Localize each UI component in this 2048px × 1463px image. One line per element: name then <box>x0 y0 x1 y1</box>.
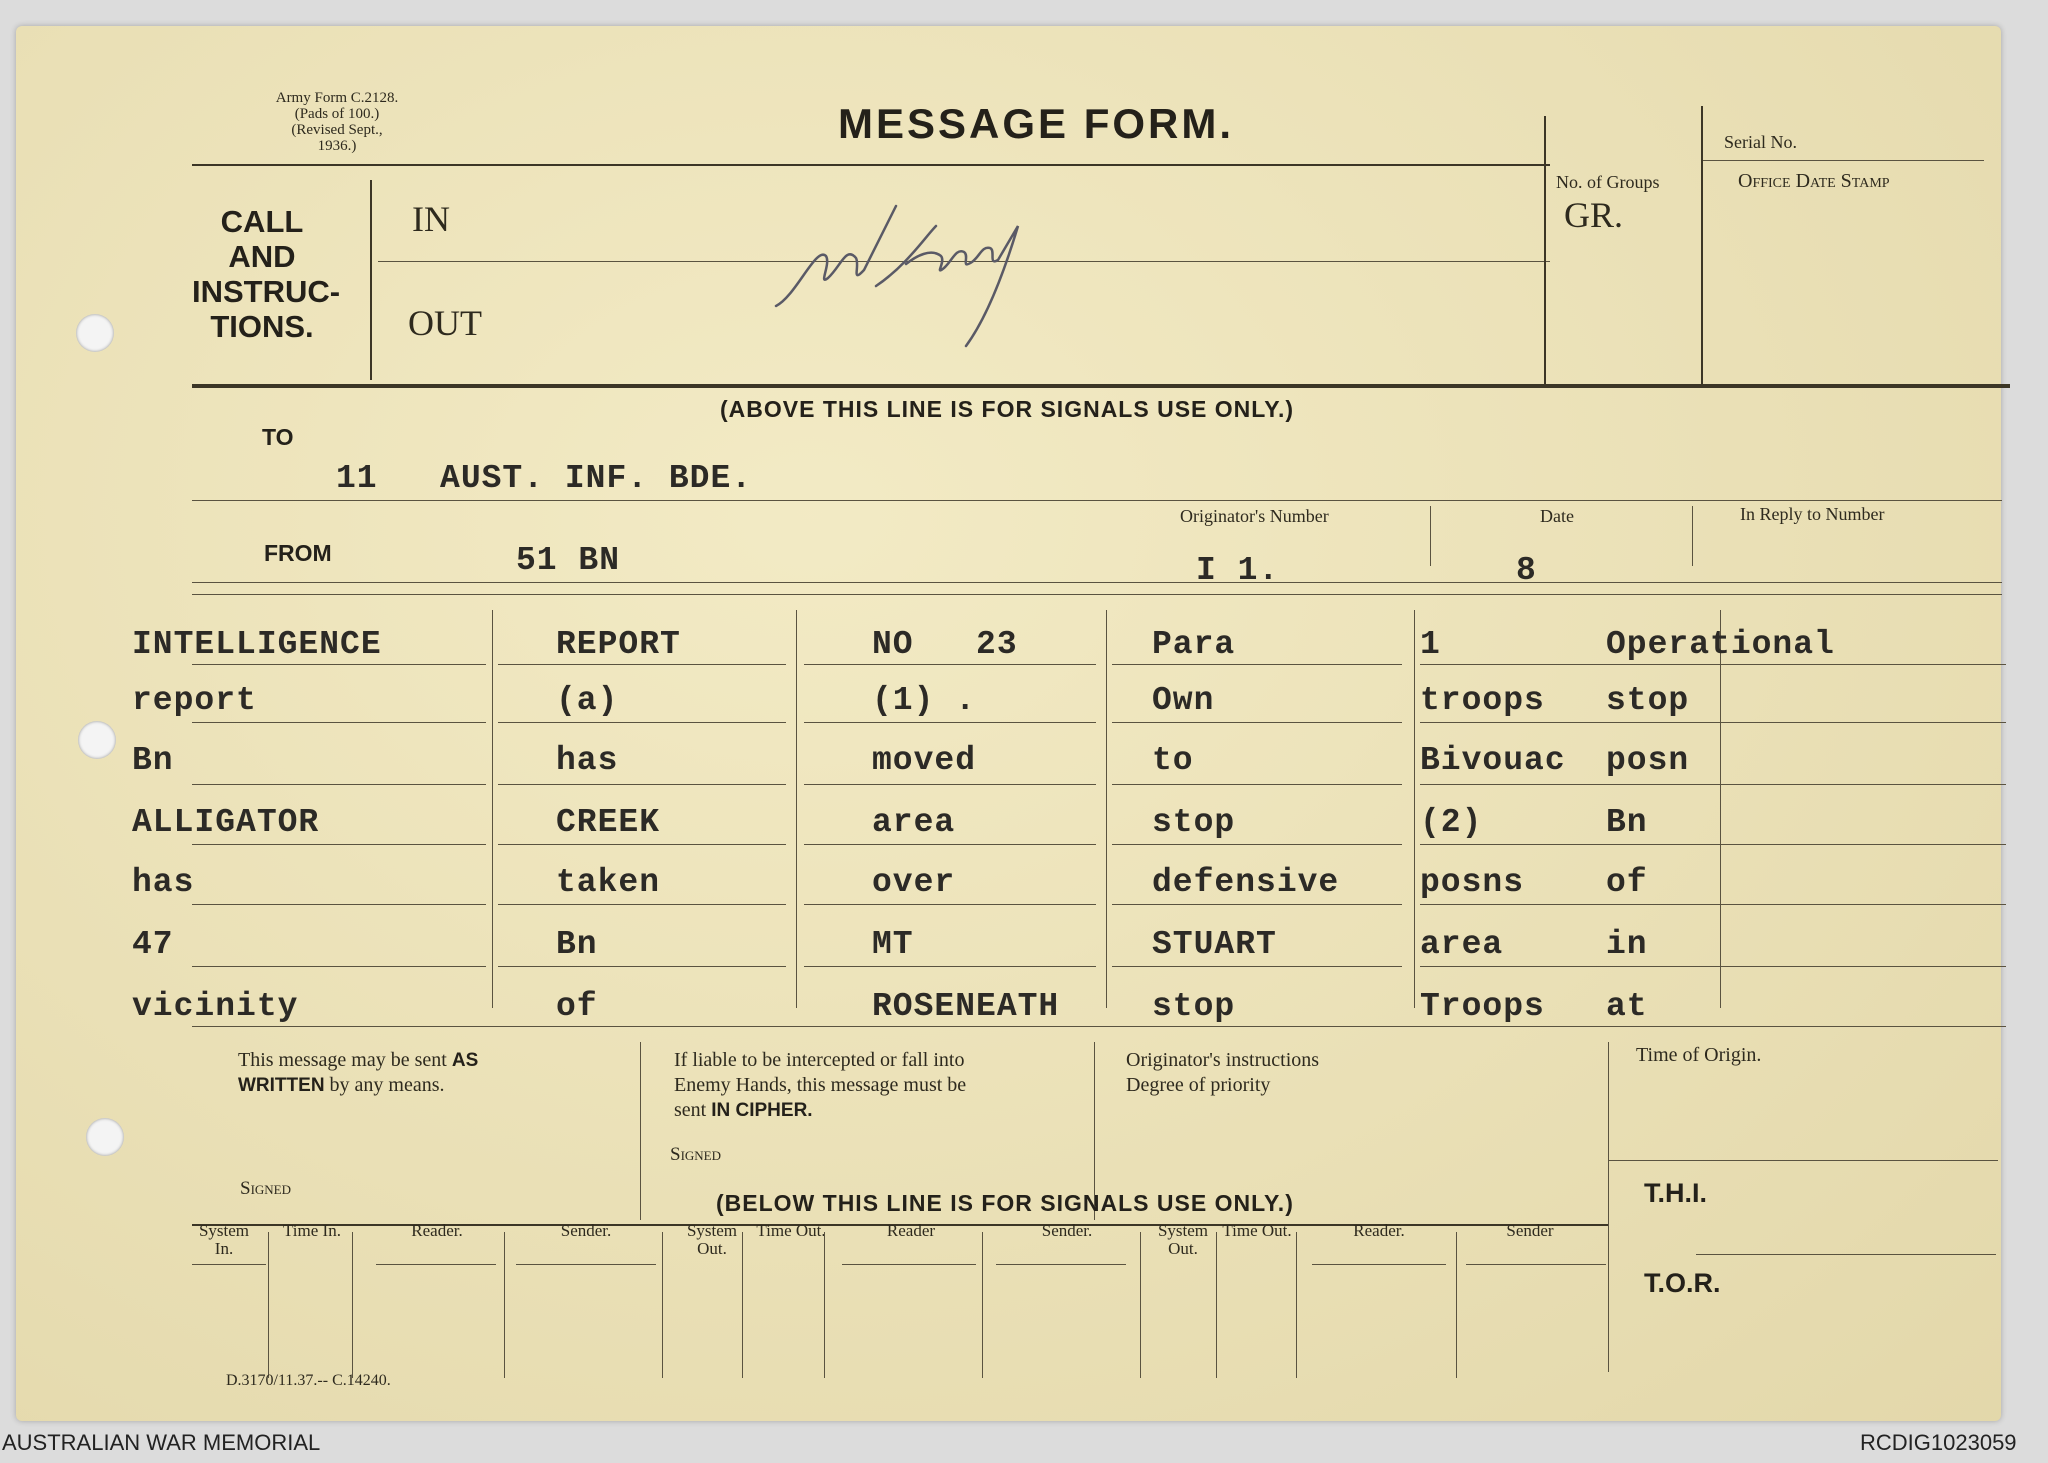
grid-line <box>1112 664 1402 665</box>
grid-line <box>498 966 786 967</box>
grid-line <box>1420 904 2006 905</box>
signals-col-divider <box>824 1232 825 1378</box>
grid-line <box>804 784 1096 785</box>
grid-line <box>192 904 486 905</box>
office-date-stamp-label: Office Date Stamp <box>1738 170 1890 192</box>
message-word: has <box>132 864 195 901</box>
out-label: OUT <box>408 303 482 343</box>
grid-line <box>804 722 1096 723</box>
signed-mid-label: Signed <box>670 1144 722 1165</box>
message-word: posn <box>1606 742 1690 779</box>
signals-col-header: System In. <box>198 1221 250 1258</box>
rule <box>1702 160 1984 161</box>
message-word: ALLIGATOR <box>132 804 320 841</box>
rule <box>1544 116 1546 384</box>
signals-col-divider <box>662 1232 663 1378</box>
signals-row-line <box>1466 1264 1606 1265</box>
signals-row-line <box>516 1264 656 1265</box>
signals-row-line <box>842 1264 976 1265</box>
print-code: D.3170/11.37.-- C.14240. <box>226 1372 391 1389</box>
caption-right: RCDIG1023059 <box>1860 1430 2017 1455</box>
signals-col-divider <box>268 1232 269 1378</box>
message-word: 1 <box>1420 626 1441 663</box>
message-form-sheet <box>16 26 2001 1421</box>
originator-number-value: I 1. <box>1196 552 1280 589</box>
sent-as-line1: This message may be sent <box>238 1049 447 1071</box>
message-word: stop <box>1152 988 1236 1025</box>
orig-instr-line2: Degree of priority <box>1126 1074 1271 1096</box>
cipher-line2: Enemy Hands, this message must be <box>674 1074 967 1096</box>
army-form-ref <box>272 90 402 154</box>
grid-line <box>1420 722 2006 723</box>
rule <box>192 594 2002 595</box>
page-title: MESSAGE FORM. <box>838 100 1235 147</box>
message-word: Para <box>1152 626 1236 663</box>
message-word: CREEK <box>556 804 661 841</box>
call-line: INSTRUC- <box>192 274 341 309</box>
message-word: at <box>1606 988 1648 1025</box>
in-label: IN <box>412 199 450 239</box>
message-word: over <box>872 864 956 901</box>
message-word: MT <box>872 926 914 963</box>
sent-as-bold2: WRITTEN <box>238 1075 325 1096</box>
signals-col-divider <box>1216 1232 1217 1378</box>
message-word: troops <box>1420 682 1545 719</box>
signals-col-divider <box>1140 1232 1141 1378</box>
date-value: 8 <box>1516 552 1537 589</box>
from-value: 51 BN <box>516 542 621 579</box>
message-word: moved <box>872 742 977 779</box>
signals-col-header: System Out. <box>686 1221 738 1258</box>
rule <box>192 384 2010 388</box>
army-form-line2: (Pads of 100.) <box>294 106 380 122</box>
message-word: stop <box>1152 804 1236 841</box>
cipher-line3: sent <box>674 1099 707 1121</box>
signals-col-divider <box>982 1232 983 1378</box>
grid-line <box>192 966 486 967</box>
message-word: report <box>132 682 257 719</box>
grid-line <box>498 844 786 845</box>
message-word: Bivouac <box>1420 742 1566 779</box>
groups-label: No. of Groups <box>1556 172 1660 192</box>
tor-label: T.O.R. <box>1644 1268 1721 1298</box>
call-line: AND <box>228 239 296 274</box>
grid-divider <box>1106 610 1107 1008</box>
message-word: Operational <box>1606 626 1835 663</box>
rule <box>1430 506 1431 566</box>
grid-line <box>1420 966 2006 967</box>
grid-divider <box>796 610 797 1008</box>
originator-instructions <box>1126 1048 1319 1098</box>
signals-col-divider <box>1296 1232 1297 1378</box>
message-word: posns <box>1420 864 1525 901</box>
grid-line <box>804 664 1096 665</box>
message-word: vicinity <box>132 988 299 1025</box>
army-form-line1: Army Form C.2128. <box>275 90 399 106</box>
cipher-note <box>674 1048 1094 1123</box>
grid-line <box>1112 722 1402 723</box>
time-of-origin-label: Time of Origin. <box>1636 1044 1762 1066</box>
serial-label: Serial No. <box>1724 132 1797 152</box>
army-form-line3: (Revised Sept., 1936.) <box>291 122 383 154</box>
grid-line <box>498 722 786 723</box>
grid-line <box>1112 784 1402 785</box>
message-word: stop <box>1606 682 1690 719</box>
orig-instr-line1: Originator's instructions <box>1126 1049 1320 1071</box>
signals-col-header: Time Out. <box>1222 1221 1292 1240</box>
grid-divider <box>1414 610 1415 1008</box>
grid-line <box>498 904 786 905</box>
grid-line <box>192 784 486 785</box>
message-word: of <box>556 988 598 1025</box>
message-word: NO 23 <box>872 626 1018 663</box>
signals-col-header: Sender <box>1506 1221 1554 1240</box>
sent-as-line2: by any means. <box>329 1074 445 1096</box>
message-word: area <box>1420 926 1504 963</box>
signed-left-label: Signed <box>240 1178 292 1199</box>
signals-row-line <box>192 1264 266 1265</box>
rule <box>192 582 2002 583</box>
message-word: INTELLIGENCE <box>132 626 382 663</box>
grid-line <box>804 966 1096 967</box>
call-line: TIONS. <box>210 309 314 344</box>
message-word: taken <box>556 864 661 901</box>
grid-line <box>1420 784 2006 785</box>
message-word: (1) . <box>872 682 977 719</box>
to-value: 11 AUST. INF. BDE. <box>336 460 753 497</box>
signals-col-divider <box>352 1232 353 1378</box>
signals-col-header: Time In. <box>283 1221 341 1240</box>
signals-above-notice: (ABOVE THIS LINE IS FOR SIGNALS USE ONLY.) <box>720 396 1295 422</box>
call-line: CALL <box>220 204 304 239</box>
message-word: area <box>872 804 956 841</box>
message-word: (a) <box>556 682 619 719</box>
grid-divider <box>1720 610 1721 1008</box>
rule <box>1701 106 1703 384</box>
message-word: defensive <box>1152 864 1340 901</box>
grid-line <box>192 844 486 845</box>
handwritten-annotation <box>756 186 1076 356</box>
cipher-bold: IN CIPHER. <box>711 1100 813 1121</box>
message-word: to <box>1152 742 1194 779</box>
sent-as-written-note <box>238 1048 618 1098</box>
call-instructions-label <box>192 204 341 344</box>
originator-number-label: Originator's Number <box>1180 506 1329 526</box>
signals-col-header: Sender. <box>560 1221 612 1240</box>
message-word: (2) <box>1420 804 1483 841</box>
punch-hole <box>86 1118 124 1156</box>
rule <box>1696 1254 1996 1255</box>
rule <box>1608 1042 1609 1372</box>
grid-line <box>1112 904 1402 905</box>
signals-col-header: Reader. <box>1353 1221 1405 1240</box>
signals-row-line <box>376 1264 496 1265</box>
grid-line <box>1112 844 1402 845</box>
message-word: STUART <box>1152 926 1277 963</box>
signals-col-header: Reader. <box>411 1221 463 1240</box>
signals-col-divider <box>1456 1232 1457 1378</box>
message-word: Troops <box>1420 988 1545 1025</box>
grid-line <box>804 844 1096 845</box>
signals-col-header: Time Out. <box>756 1221 826 1240</box>
message-word: REPORT <box>556 626 681 663</box>
signals-col-divider <box>742 1232 743 1378</box>
sent-as-bold1: AS <box>451 1050 479 1071</box>
signals-col-header: Reader <box>886 1221 936 1240</box>
grid-line <box>1420 664 2006 665</box>
signals-row-line <box>1312 1264 1446 1265</box>
message-word: Bn <box>1606 804 1648 841</box>
punch-hole <box>78 721 116 759</box>
message-word: ROSENEATH <box>872 988 1060 1025</box>
signals-col-divider <box>504 1232 505 1378</box>
rule <box>1692 506 1693 566</box>
punch-hole <box>76 314 114 352</box>
grid-line <box>804 904 1096 905</box>
rule <box>1608 1160 1998 1161</box>
grid-line <box>498 664 786 665</box>
message-word: Bn <box>132 742 174 779</box>
grid-line <box>498 784 786 785</box>
message-word: 47 <box>132 926 174 963</box>
date-label: Date <box>1540 506 1574 526</box>
in-reply-label: In Reply to Number <box>1740 504 1885 524</box>
message-word: Own <box>1152 682 1215 719</box>
rule <box>192 1026 2002 1027</box>
groups-value: GR. <box>1564 195 1624 235</box>
signals-below-notice: (BELOW THIS LINE IS FOR SIGNALS USE ONLY.) <box>716 1190 1294 1216</box>
grid-divider <box>492 610 493 1008</box>
to-label: TO <box>262 424 294 450</box>
from-label: FROM <box>264 540 332 566</box>
rule <box>192 500 2002 501</box>
signals-col-header: System Out. <box>1157 1221 1209 1258</box>
grid-line <box>192 722 486 723</box>
signals-row-line <box>996 1264 1126 1265</box>
grid-line <box>192 664 486 665</box>
rule <box>370 180 372 380</box>
thi-label: T.H.I. <box>1644 1178 1708 1208</box>
signals-col-header: Sender. <box>1041 1221 1093 1240</box>
grid-line <box>1112 966 1402 967</box>
rule <box>192 164 1550 166</box>
message-word: in <box>1606 926 1648 963</box>
message-word: of <box>1606 864 1648 901</box>
message-word: Bn <box>556 926 598 963</box>
caption-left: AUSTRALIAN WAR MEMORIAL <box>2 1430 321 1455</box>
message-word: has <box>556 742 619 779</box>
cipher-line1: If liable to be intercepted or fall into <box>674 1049 965 1071</box>
grid-line <box>1420 844 2006 845</box>
rule <box>640 1042 641 1220</box>
